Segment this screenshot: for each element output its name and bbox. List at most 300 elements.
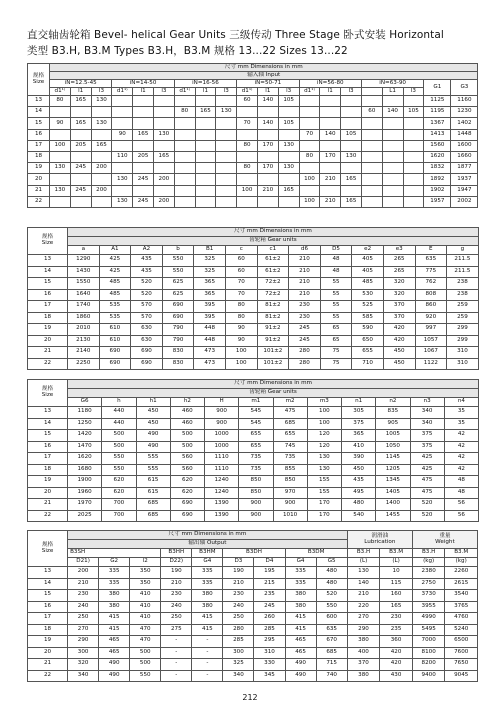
- data-cell: 690: [162, 301, 194, 313]
- data-cell: 525: [352, 301, 384, 313]
- data-cell: 90: [225, 324, 257, 336]
- data-cell: 1250: [68, 418, 102, 430]
- data-cell: 299: [447, 335, 479, 347]
- data-cell: 90: [112, 129, 133, 140]
- data-cell: 9400: [412, 670, 445, 682]
- group-b3sh: B3SH: [68, 549, 161, 558]
- data-cell: 900: [205, 418, 239, 430]
- dimensions-header: 尺寸 mm Dimensions in mm: [50, 64, 478, 72]
- data-cell: 299: [447, 324, 479, 336]
- data-cell: 850: [273, 476, 307, 488]
- data-cell: [174, 140, 195, 151]
- column-header: D4: [254, 558, 285, 567]
- column-header: G4: [285, 558, 316, 567]
- data-cell: [403, 129, 424, 140]
- data-cell: 250: [223, 613, 254, 625]
- data-cell: 2260: [445, 567, 478, 579]
- data-cell: [195, 140, 216, 151]
- data-cell: 710: [352, 358, 384, 370]
- column-header: m2: [273, 398, 307, 407]
- data-cell: 625: [162, 289, 194, 301]
- data-cell: 245: [289, 335, 321, 347]
- table-row: [28, 289, 479, 301]
- data-cell: [403, 118, 424, 129]
- table-row: [28, 312, 479, 324]
- data-cell: 745: [273, 441, 307, 453]
- data-cell: [320, 107, 341, 118]
- data-cell: 1125: [424, 96, 451, 107]
- data-cell: 56: [444, 499, 478, 511]
- table-row: [28, 118, 478, 129]
- data-cell: 560: [170, 464, 204, 476]
- size-cell: 19: [28, 324, 68, 336]
- table-row: [28, 464, 479, 476]
- weight-type-b3m: B3.M: [445, 549, 478, 558]
- data-cell: [50, 196, 71, 207]
- data-cell: [237, 129, 258, 140]
- data-cell: 685: [136, 499, 170, 511]
- data-cell: 635: [415, 255, 447, 267]
- table-row: [28, 418, 479, 430]
- data-cell: 130: [307, 464, 341, 476]
- data-cell: 1345: [376, 476, 410, 488]
- size-cell: 20: [28, 487, 68, 499]
- data-cell: 100: [237, 185, 258, 196]
- table-row: [28, 129, 478, 140]
- data-cell: 259: [447, 301, 479, 313]
- table-row: [28, 107, 478, 118]
- data-cell: 245: [70, 163, 91, 174]
- data-cell: 1470: [68, 441, 102, 453]
- data-cell: 440: [102, 418, 136, 430]
- data-cell: 435: [342, 476, 376, 488]
- data-cell: [341, 140, 362, 151]
- data-cell: [91, 196, 112, 207]
- data-cell: 170: [307, 499, 341, 511]
- gear-units-dimensions-table-1: [27, 227, 479, 370]
- data-cell: 1000: [205, 441, 239, 453]
- data-cell: 211.5: [447, 266, 479, 278]
- column-header: h2: [170, 398, 204, 407]
- data-cell: 1448: [451, 129, 478, 140]
- data-cell: [382, 196, 403, 207]
- data-cell: [299, 96, 320, 107]
- data-cell: [50, 107, 71, 118]
- data-cell: [299, 163, 320, 174]
- data-cell: 590: [352, 324, 384, 336]
- data-cell: 425: [410, 464, 444, 476]
- data-cell: [341, 118, 362, 129]
- column-header: (L): [380, 558, 413, 567]
- data-cell: 460: [170, 418, 204, 430]
- data-cell: 265: [383, 255, 415, 267]
- data-cell: [91, 151, 112, 162]
- data-cell: 920: [415, 312, 447, 324]
- data-cell: [257, 107, 278, 118]
- data-cell: 140: [382, 107, 403, 118]
- data-cell: 285: [254, 624, 285, 636]
- column-header: g: [447, 246, 479, 255]
- table-row: [28, 430, 479, 442]
- data-cell: 80: [174, 107, 195, 118]
- data-cell: 195: [254, 567, 285, 579]
- data-cell: 2250: [68, 358, 100, 370]
- data-cell: 270: [347, 613, 380, 625]
- data-cell: 75: [320, 358, 352, 370]
- data-cell: 230: [161, 590, 192, 602]
- data-cell: 1877: [451, 163, 478, 174]
- data-cell: 320: [383, 278, 415, 290]
- data-cell: 160: [380, 590, 413, 602]
- data-cell: 130: [153, 129, 174, 140]
- column-header: D5: [320, 246, 352, 255]
- data-cell: 3730: [412, 590, 445, 602]
- column-header: H: [205, 398, 239, 407]
- data-cell: [382, 174, 403, 185]
- data-cell: [382, 118, 403, 129]
- table-row: [28, 567, 478, 579]
- data-cell: 130: [216, 107, 237, 118]
- data-cell: 240: [161, 601, 192, 613]
- data-cell: 550: [162, 255, 194, 267]
- data-cell: [403, 185, 424, 196]
- data-cell: 75: [320, 347, 352, 359]
- data-cell: 265: [383, 266, 415, 278]
- data-cell: 420: [383, 335, 415, 347]
- data-cell: 1860: [68, 312, 100, 324]
- data-cell: [70, 151, 91, 162]
- gear-units-header: 齿轮箱 Gear units: [68, 237, 479, 246]
- data-cell: 60: [361, 107, 382, 118]
- data-cell: 245: [133, 196, 154, 207]
- data-cell: 210: [223, 578, 254, 590]
- column-header: a: [68, 246, 100, 255]
- table-row: [28, 578, 478, 590]
- data-cell: 91±2: [257, 335, 289, 347]
- data-cell: 555: [136, 453, 170, 465]
- size-cell: 18: [28, 312, 68, 324]
- size-cell: 19: [28, 636, 68, 648]
- data-cell: 850: [239, 476, 273, 488]
- data-cell: 610: [99, 324, 131, 336]
- data-cell: 415: [192, 624, 223, 636]
- data-cell: 42: [444, 464, 478, 476]
- data-cell: 240: [223, 601, 254, 613]
- data-cell: [382, 96, 403, 107]
- column-header: A1: [99, 246, 131, 255]
- data-cell: 1600: [451, 140, 478, 151]
- data-cell: 380: [192, 601, 223, 613]
- data-cell: 72±2: [257, 278, 289, 290]
- data-cell: 4990: [412, 613, 445, 625]
- data-cell: [341, 96, 362, 107]
- table-row: [28, 601, 478, 613]
- data-cell: 340: [410, 407, 444, 419]
- size-cell: 20: [28, 174, 50, 185]
- column-header: l2: [130, 558, 161, 567]
- data-cell: 42: [444, 430, 478, 442]
- data-cell: [133, 163, 154, 174]
- data-cell: [237, 107, 258, 118]
- data-cell: 1290: [68, 255, 100, 267]
- data-cell: [341, 107, 362, 118]
- data-cell: 140: [257, 96, 278, 107]
- data-cell: 340: [223, 670, 254, 682]
- data-cell: 72±2: [257, 289, 289, 301]
- data-cell: [216, 118, 237, 129]
- data-cell: 260: [254, 613, 285, 625]
- data-cell: 130: [278, 163, 299, 174]
- data-cell: 280: [289, 358, 321, 370]
- data-cell: [216, 151, 237, 162]
- data-cell: 211.5: [447, 255, 479, 267]
- data-cell: 620: [170, 476, 204, 488]
- data-cell: 850: [239, 487, 273, 499]
- data-cell: [403, 140, 424, 151]
- dimensions-header: 尺寸 mm Dimensions in mm: [68, 531, 348, 540]
- data-cell: 520: [131, 289, 163, 301]
- data-cell: 8200: [412, 659, 445, 671]
- sub-column-header: l1: [257, 88, 278, 96]
- data-cell: 235: [380, 624, 413, 636]
- data-cell: 1240: [205, 487, 239, 499]
- data-cell: 2615: [445, 578, 478, 590]
- data-cell: [50, 174, 71, 185]
- sub-column-header: L1: [382, 88, 403, 96]
- size-header: 规格 Size: [28, 228, 68, 255]
- column-header: G6: [68, 398, 102, 407]
- table-row: [28, 347, 479, 359]
- data-cell: 570: [131, 312, 163, 324]
- data-cell: 3765: [445, 601, 478, 613]
- data-cell: [216, 140, 237, 151]
- data-cell: 425: [410, 453, 444, 465]
- data-cell: 650: [352, 335, 384, 347]
- data-cell: 61±2: [257, 255, 289, 267]
- data-cell: 655: [352, 347, 384, 359]
- data-cell: 70: [225, 278, 257, 290]
- data-cell: 165: [133, 129, 154, 140]
- data-cell: 100: [225, 358, 257, 370]
- table-row: [28, 358, 479, 370]
- data-cell: 1057: [415, 335, 447, 347]
- data-cell: 130: [112, 196, 133, 207]
- data-cell: 465: [285, 636, 316, 648]
- data-cell: 2025: [68, 510, 102, 522]
- data-cell: 520: [316, 590, 347, 602]
- sub-column-header: d1¹⁾: [299, 88, 320, 96]
- size-cell: 18: [28, 151, 50, 162]
- data-cell: 6500: [445, 636, 478, 648]
- data-cell: 690: [162, 312, 194, 324]
- data-cell: [320, 118, 341, 129]
- ratio-group-header: iN=63-90: [361, 80, 423, 88]
- data-cell: 415: [285, 624, 316, 636]
- data-cell: [70, 129, 91, 140]
- column-header: n3: [410, 398, 444, 407]
- data-cell: 1420: [68, 430, 102, 442]
- sub-column-header: d1¹⁾: [112, 88, 133, 96]
- sub-column-header: l3: [153, 88, 174, 96]
- size-cell: 17: [28, 453, 68, 465]
- data-cell: -: [161, 670, 192, 682]
- ratio-group-header: iN=12.5-45: [50, 80, 112, 88]
- column-header: D3: [223, 558, 254, 567]
- data-cell: 100: [307, 407, 341, 419]
- data-cell: 490: [136, 430, 170, 442]
- data-cell: 450: [342, 464, 376, 476]
- data-cell: 970: [273, 487, 307, 499]
- data-cell: 10: [380, 567, 413, 579]
- data-cell: 655: [273, 430, 307, 442]
- data-cell: 450: [383, 347, 415, 359]
- data-cell: 1970: [68, 499, 102, 511]
- data-cell: 997: [415, 324, 447, 336]
- data-cell: 1550: [68, 278, 100, 290]
- data-cell: [112, 163, 133, 174]
- data-cell: 830: [162, 358, 194, 370]
- data-cell: 280: [223, 624, 254, 636]
- data-cell: 1122: [415, 358, 447, 370]
- table-row: [28, 510, 479, 522]
- data-cell: [216, 163, 237, 174]
- data-cell: 210: [347, 590, 380, 602]
- data-cell: 380: [285, 601, 316, 613]
- data-cell: [133, 140, 154, 151]
- column-header: G4: [192, 558, 223, 567]
- data-cell: 735: [239, 453, 273, 465]
- column-header: d6: [289, 246, 321, 255]
- data-cell: [70, 196, 91, 207]
- size-cell: 15: [28, 118, 50, 129]
- data-cell: 480: [316, 578, 347, 590]
- data-cell: 165: [341, 196, 362, 207]
- data-cell: 465: [99, 647, 130, 659]
- data-cell: [216, 129, 237, 140]
- column-header: A2: [131, 246, 163, 255]
- data-cell: 210: [320, 196, 341, 207]
- data-cell: 465: [99, 636, 130, 648]
- data-cell: [112, 107, 133, 118]
- group-b3dh: B3DH: [223, 549, 285, 558]
- data-cell: 405: [352, 266, 384, 278]
- data-cell: 690: [170, 499, 204, 511]
- data-cell: 630: [131, 335, 163, 347]
- data-cell: [278, 196, 299, 207]
- data-cell: 500: [102, 441, 136, 453]
- data-cell: 380: [347, 636, 380, 648]
- data-cell: 310: [447, 347, 479, 359]
- lubrication-type-b3h: B3.H: [347, 549, 380, 558]
- data-cell: [112, 96, 133, 107]
- data-cell: 460: [170, 407, 204, 419]
- data-cell: [174, 118, 195, 129]
- data-cell: 1960: [68, 487, 102, 499]
- data-cell: [195, 163, 216, 174]
- data-cell: 42: [444, 441, 478, 453]
- data-cell: 130: [278, 140, 299, 151]
- gear-units-dimensions-table-2: [27, 379, 479, 522]
- data-cell: 380: [192, 590, 223, 602]
- column-header: m1: [239, 398, 273, 407]
- data-cell: [174, 185, 195, 196]
- data-cell: 545: [239, 407, 273, 419]
- data-cell: 280: [289, 347, 321, 359]
- data-cell: 560: [170, 453, 204, 465]
- data-cell: [133, 185, 154, 196]
- data-cell: -: [161, 647, 192, 659]
- data-cell: 320: [68, 659, 99, 671]
- data-cell: [237, 196, 258, 207]
- column-header: m3: [307, 398, 341, 407]
- data-cell: 365: [194, 289, 226, 301]
- data-cell: 480: [316, 567, 347, 579]
- data-cell: 635: [316, 624, 347, 636]
- data-cell: [361, 118, 382, 129]
- output-shaft-header: 输出轴 Output: [68, 540, 348, 549]
- data-cell: 380: [347, 670, 380, 682]
- data-cell: 80: [299, 151, 320, 162]
- data-cell: 105: [278, 96, 299, 107]
- data-cell: [174, 163, 195, 174]
- data-cell: 555: [136, 464, 170, 476]
- size-cell: 17: [28, 301, 68, 313]
- data-cell: 210: [289, 289, 321, 301]
- data-cell: 1390: [205, 499, 239, 511]
- data-cell: [382, 185, 403, 196]
- size-cell: 19: [28, 163, 50, 174]
- data-cell: [257, 196, 278, 207]
- size-cell: 15: [28, 590, 68, 602]
- data-cell: 1620: [424, 151, 451, 162]
- data-cell: [403, 163, 424, 174]
- data-cell: 1195: [424, 107, 451, 118]
- data-cell: 285: [223, 636, 254, 648]
- ratio-group-header: iN=56-80: [299, 80, 361, 88]
- data-cell: 480: [342, 499, 376, 511]
- data-cell: 170: [257, 163, 278, 174]
- data-cell: 1740: [68, 301, 100, 313]
- data-cell: [278, 174, 299, 185]
- data-cell: 610: [99, 335, 131, 347]
- data-cell: 900: [205, 407, 239, 419]
- table-row: [28, 255, 479, 267]
- column-header: c: [225, 246, 257, 255]
- data-cell: 625: [162, 278, 194, 290]
- data-cell: 56: [444, 510, 478, 522]
- data-cell: 120: [307, 430, 341, 442]
- data-cell: 165: [70, 96, 91, 107]
- table-row: [28, 441, 479, 453]
- data-cell: 1892: [424, 174, 451, 185]
- data-cell: 370: [347, 659, 380, 671]
- data-cell: 3955: [412, 601, 445, 613]
- data-cell: [403, 151, 424, 162]
- weight-type-b3h: B3.H: [412, 549, 445, 558]
- data-cell: 2380: [412, 567, 445, 579]
- data-cell: 655: [239, 430, 273, 442]
- data-cell: 700: [102, 499, 136, 511]
- data-cell: 1455: [376, 510, 410, 522]
- sub-column-header: d1¹⁾: [50, 88, 71, 96]
- data-cell: 140: [257, 118, 278, 129]
- data-cell: 165: [91, 140, 112, 151]
- data-cell: 238: [447, 278, 479, 290]
- data-cell: 520: [131, 278, 163, 290]
- data-cell: 300: [223, 647, 254, 659]
- data-cell: 120: [307, 441, 341, 453]
- data-cell: 855: [273, 464, 307, 476]
